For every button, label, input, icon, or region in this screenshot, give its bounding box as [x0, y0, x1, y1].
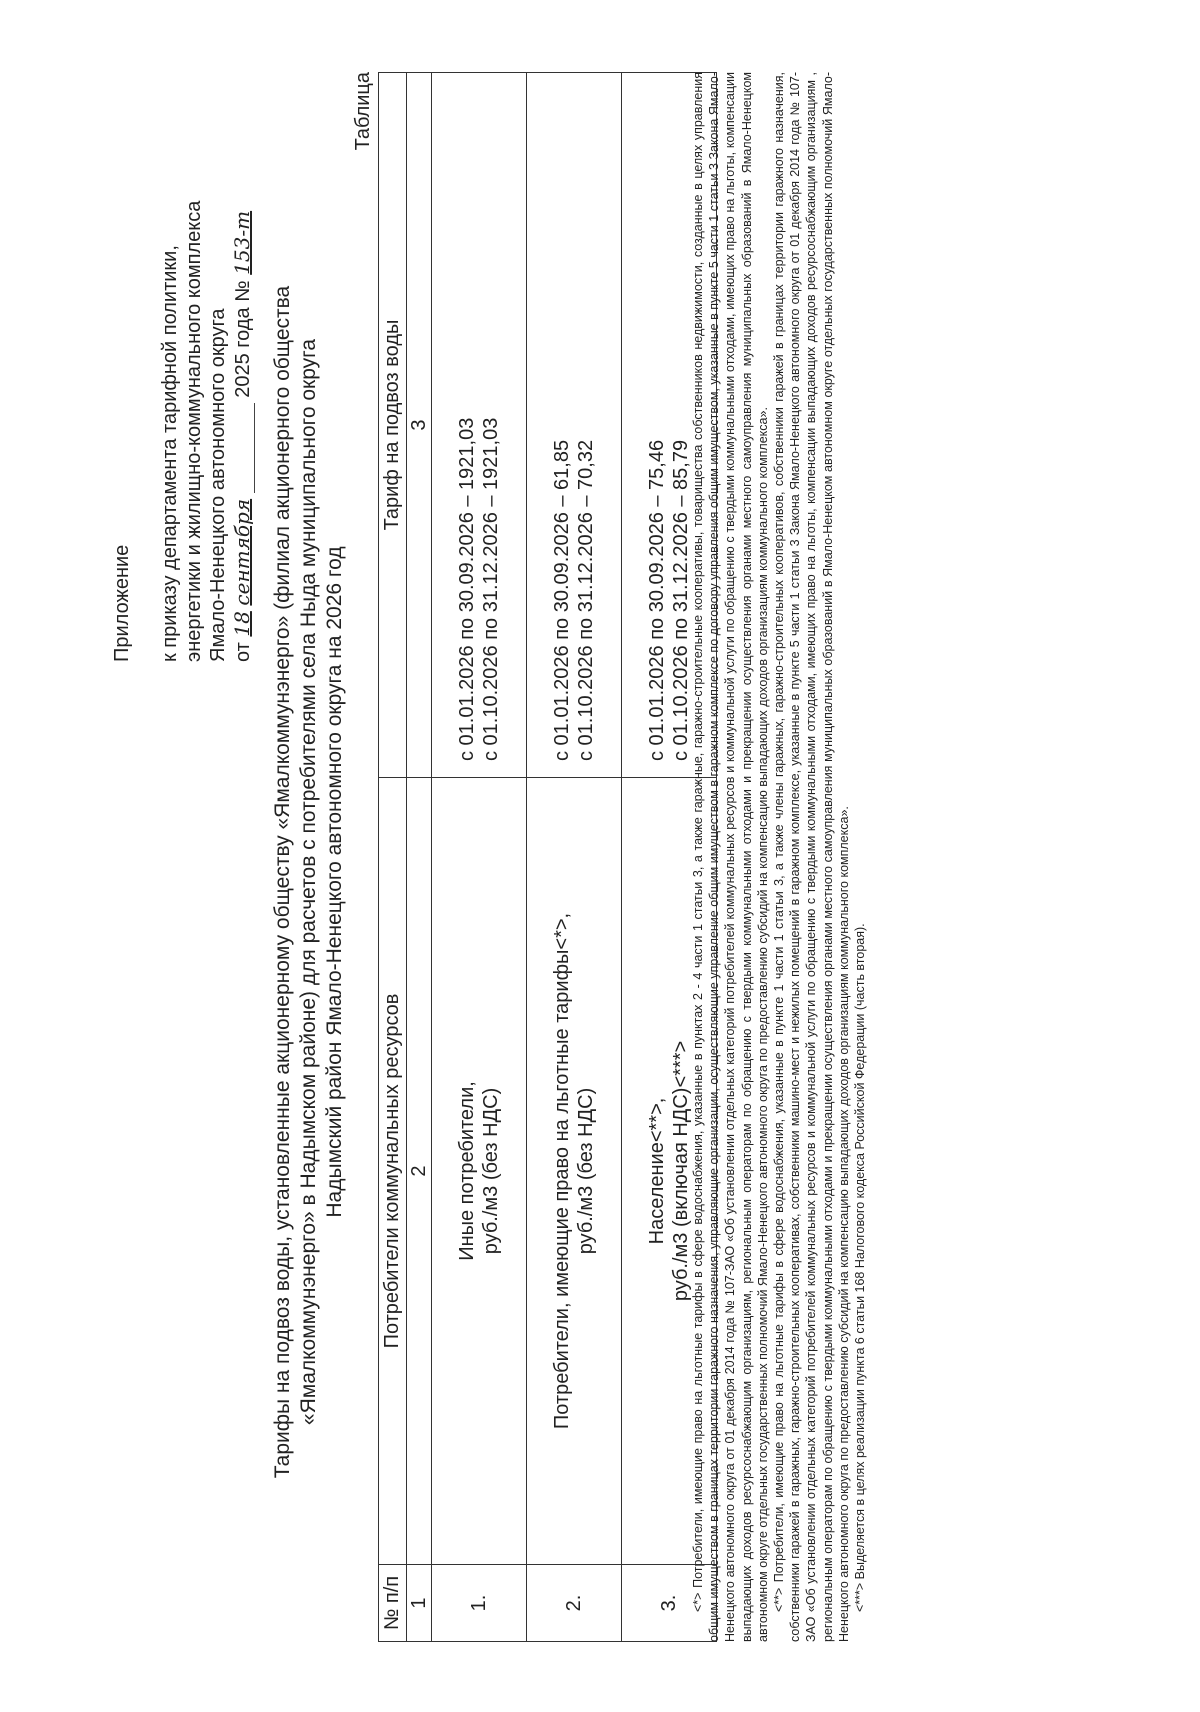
row-tariff: с 01.01.2026 по 30.09.2026 – 1921,03 с 01.10.2026 по 31.12.2026 – 1921,03: [432, 73, 527, 778]
date-blank: [236, 403, 255, 493]
title-line: «Ямалкоммунэнерго» в Надымском районе) для расчетов с потребителями села Ныда муниципального округа: [297, 338, 320, 1426]
appendix-line: энергетики и жилищно-коммунального комплекса: [183, 200, 205, 662]
table-label: Таблица: [352, 72, 374, 151]
footnotes: [690, 72, 868, 1642]
index-cell: 2: [407, 778, 432, 1565]
appendix-line: к приказу департамента тарифной политики,: [159, 245, 181, 662]
appendix-line: Ямало-Ненецкого автономного округа: [207, 308, 229, 662]
index-cell: 1: [407, 1565, 432, 1642]
appendix-block: [110, 162, 255, 662]
row-consumer: Население<**>, руб./м3 (включая НДС)<***>: [622, 778, 717, 1565]
appendix-date-line: [230, 162, 255, 662]
row-tariff: с 01.01.2026 по 30.09.2026 – 75,46 с 01.10.2026 по 31.12.2026 – 85,79: [622, 73, 717, 778]
date-day: 18: [230, 611, 254, 637]
row-num: 1.: [432, 1565, 527, 1642]
title-line: Надымский район Ямало-Ненецкого автономного округа на 2026 год: [323, 546, 346, 1218]
row-consumer: Потребители, имеющие право на льготные тарифы<*>, руб./м3 (без НДС): [527, 778, 622, 1565]
table-index-row: [407, 73, 432, 1642]
footnote: <*> Потребители, имеющие право на льготные тарифы в сфере водоснабжения, указанные в пунктах 2 - 4 части 1 статьи 3, а также гаражные, гаражно-строительные кооперативы, товарищества собственников недвижимости, созданные в целях управления общим имуществом в границах территории гаражного назначения, управляющие организации, осуществляющие управление общим имуществом в гаражном комплексе по договору управления общим имуществом, указанные в пункте 5 части 1 статьи 3 Закона Ямало-Ненецкого автономного округа от 01 декабря 2014 года № 107-ЗАО «Об установлении отдельных категорий потребителей коммунальных ресурсов и коммунальной услуги по обращению с твердыми коммунальными отходами, имеющих право на льготы, компенсации выпадающих доходов ресурсоснабжающим организациям, региональным операторам по обращению с твердыми коммунальными отходами и прекращении осуществления органами местного самоуправления муниципальных образований в Ямало-Ненецком автономном округе отдельных государственных полномочий Ямало-Ненецкого автономного округа по предоставлению субсидий на компенсацию выпадающих доходов организациям коммунального комплекса».: [691, 72, 770, 1642]
table-header-row: [379, 73, 407, 1642]
date-prefix: от: [232, 642, 254, 662]
footnote: <***> Выделяется в целях реализации пункта 6 статьи 168 Налогового кодекса Российской Федерации (часть вторая).: [853, 923, 868, 1612]
header-tariff: Тариф на подвоз воды: [379, 73, 407, 778]
order-number: 153-т: [230, 210, 254, 275]
date-year: 2025 года №: [232, 280, 254, 398]
header-consumer: Потребители коммунальных ресурсов: [379, 778, 407, 1565]
table-row: [527, 73, 622, 1642]
appendix-heading: Приложение: [111, 544, 133, 662]
table-row: [432, 73, 527, 1642]
tariff-table: [378, 72, 717, 1642]
header-num: № п/п: [379, 1565, 407, 1642]
date-month: сентября: [230, 498, 254, 606]
title-line: Тарифы на подвоз воды, установленные акционерному обществу «Ямалкоммунэнерго» (филиал акционерного общества: [271, 285, 294, 1479]
row-num: 2.: [527, 1565, 622, 1642]
row-tariff: с 01.01.2026 по 30.09.2026 – 61,85 с 01.10.2026 по 31.12.2026 – 70,32: [527, 73, 622, 778]
document-title: [270, 122, 348, 1642]
index-cell: 3: [407, 73, 432, 778]
footnote: <**> Потребители, имеющие право на льготные тарифы в сфере водоснабжения, указанные в пункте 1 части 1 статьи 3, а также члены гаражных, гаражно-строительных кооперативов, собственники гаражей в границах территории гаражного назначения, собственники гаражей в гаражных, гаражно-строительных кооперативах, собственники машино-мест и нежилых помещений в гаражном комплексе, указанные в пункте 5 части 1 статьи 3 Закона Ямало-Ненецкого автономного округа от 01 декабря 2014 года № 107-ЗАО «Об установлении отдельных категорий потребителей коммунальных ресурсов и коммунальной услуги по обращению с твердыми коммунальными отходами, имеющих право на льготы, компенсации выпадающих доходов ресурсоснабжающим организациям , региональным операторам по обращению с твердыми коммунальными отходами и прекращении осуществления органами местного самоуправления муниципальных образований в Ямало-Ненецком автономном округе отдельных государственных полномочий Ямало-Ненецкого автономного округа по предоставлению субсидий на компенсацию выпадающих доходов организациям коммунального комплекса».: [772, 72, 851, 1642]
row-num: 3.: [622, 1565, 717, 1642]
row-consumer: Иные потребители, руб./м3 (без НДС): [432, 778, 527, 1565]
